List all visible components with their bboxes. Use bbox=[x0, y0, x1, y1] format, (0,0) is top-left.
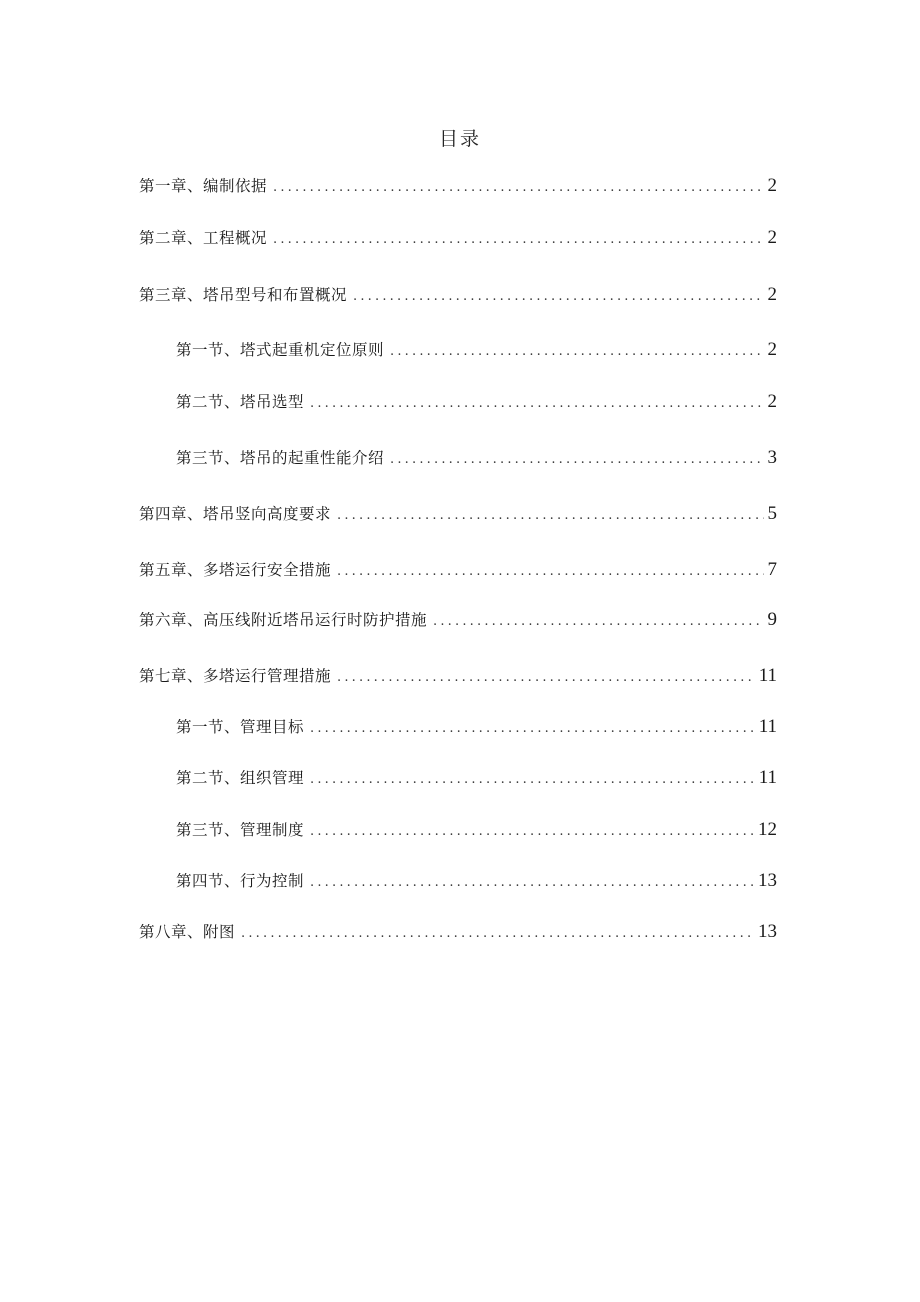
toc-entry[interactable] bbox=[139, 174, 777, 198]
toc-entry[interactable] bbox=[176, 766, 777, 790]
toc-leader-dots bbox=[310, 820, 754, 844]
toc-entry[interactable] bbox=[176, 390, 777, 414]
toc-entry-page: 13 bbox=[758, 870, 777, 891]
toc-entry-label: 第一节、塔式起重机定位原则 bbox=[176, 341, 385, 359]
toc-leader-dots bbox=[353, 285, 763, 309]
toc-leader-dots bbox=[433, 610, 763, 634]
toc-entry[interactable] bbox=[139, 608, 777, 632]
toc-entry-label: 第三节、塔吊的起重性能介绍 bbox=[176, 449, 385, 467]
toc-entry-page: 2 bbox=[767, 284, 777, 305]
toc-entry-page: 11 bbox=[758, 665, 777, 686]
toc-entry-page: 2 bbox=[767, 391, 777, 412]
toc-entry[interactable] bbox=[139, 664, 777, 688]
toc-entry[interactable] bbox=[176, 869, 777, 893]
toc-leader-dots bbox=[310, 768, 755, 792]
toc-entry-label: 第四节、行为控制 bbox=[176, 872, 305, 890]
toc-entry[interactable] bbox=[139, 558, 777, 582]
toc-entry-label: 第一节、管理目标 bbox=[176, 718, 305, 736]
toc-entry[interactable] bbox=[176, 446, 777, 470]
toc-leader-dots bbox=[337, 560, 763, 584]
toc-entry-page: 7 bbox=[767, 559, 777, 580]
toc-entry-label: 第二节、组织管理 bbox=[176, 769, 305, 787]
toc-entry-label: 第五章、多塔运行安全措施 bbox=[139, 561, 332, 579]
toc-entry-page: 2 bbox=[767, 175, 777, 196]
toc-entry-page: 13 bbox=[758, 921, 777, 942]
toc-leader-dots bbox=[337, 504, 763, 528]
toc-leader-dots bbox=[337, 666, 755, 690]
toc-entry[interactable] bbox=[139, 226, 777, 250]
toc-leader-dots bbox=[390, 448, 763, 472]
toc-entry-label: 第二节、塔吊选型 bbox=[176, 393, 305, 411]
toc-entry-label: 第八章、附图 bbox=[139, 923, 236, 941]
toc-entry-page: 3 bbox=[767, 447, 777, 468]
toc-leader-dots bbox=[241, 922, 754, 946]
toc-entry-page: 12 bbox=[758, 819, 777, 840]
toc-entry-label: 第六章、高压线附近塔吊运行时防护措施 bbox=[139, 611, 428, 629]
toc-entry-label: 第三章、塔吊型号和布置概况 bbox=[139, 286, 348, 304]
toc-entry-label: 第三节、管理制度 bbox=[176, 821, 305, 839]
toc-leader-dots bbox=[310, 717, 755, 741]
toc-leader-dots bbox=[390, 340, 763, 364]
toc-title: 目录 bbox=[438, 128, 481, 150]
toc-leader-dots bbox=[273, 228, 763, 252]
toc-entry[interactable] bbox=[176, 818, 777, 842]
toc-entry-page: 9 bbox=[767, 609, 777, 630]
toc-entry-page: 2 bbox=[767, 227, 777, 248]
toc-leader-dots bbox=[310, 392, 763, 416]
toc-entry-page: 2 bbox=[767, 339, 777, 360]
toc-entry-label: 第四章、塔吊竖向高度要求 bbox=[139, 505, 332, 523]
toc-entry-page: 5 bbox=[767, 503, 777, 524]
toc-entry-label: 第七章、多塔运行管理措施 bbox=[139, 667, 332, 685]
toc-entry[interactable] bbox=[139, 283, 777, 307]
toc-entry-page: 11 bbox=[758, 716, 777, 737]
toc-entry-label: 第二章、工程概况 bbox=[139, 229, 268, 247]
toc-entry-page: 11 bbox=[758, 767, 777, 788]
toc-leader-dots bbox=[310, 871, 754, 895]
toc-entry[interactable] bbox=[139, 502, 777, 526]
toc-entry[interactable] bbox=[139, 920, 777, 944]
toc-entry[interactable] bbox=[176, 715, 777, 739]
toc-leader-dots bbox=[273, 176, 763, 200]
toc-entry-label: 第一章、编制依据 bbox=[139, 177, 268, 195]
toc-entry[interactable] bbox=[176, 338, 777, 362]
